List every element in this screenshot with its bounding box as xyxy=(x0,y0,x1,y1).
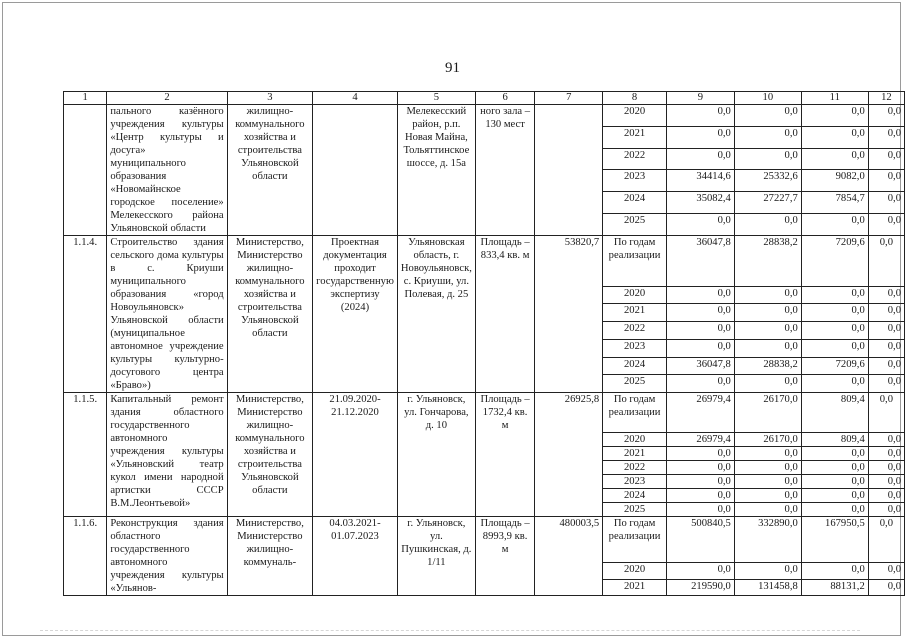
amount-cell: 0,0 xyxy=(734,503,801,517)
table-row xyxy=(64,393,905,433)
year-cell: 2021 xyxy=(603,304,667,322)
amount-cell: 0,0 xyxy=(868,339,904,357)
amount-cell: 35082,4 xyxy=(666,192,734,214)
amount-cell: 0,0 xyxy=(801,286,868,304)
amount-cell: 0,0 xyxy=(801,214,868,236)
year-cell: 2025 xyxy=(603,214,667,236)
amount-cell: 36047,8 xyxy=(666,357,734,375)
year-cell: 2023 xyxy=(603,170,667,192)
amount-cell: 0,0 xyxy=(666,447,734,461)
year-cell: 2022 xyxy=(603,322,667,340)
estimated-cost xyxy=(535,105,603,236)
amount-cell: 0,0 xyxy=(734,461,801,475)
amount-cell: 0,0 xyxy=(801,447,868,461)
total-label: По годам реализации xyxy=(603,393,667,433)
amount-cell: 0,0 xyxy=(801,475,868,489)
customer-name: Министерство, Министерство жилищно-коммунального хозяйства и строительства Ульяновской области xyxy=(227,236,313,393)
estimated-cost: 26925,8 xyxy=(535,393,603,517)
amount-cell: 0,0 xyxy=(666,148,734,170)
amount-cell: 0,0 xyxy=(801,339,868,357)
amount-cell: 0,0 xyxy=(666,563,734,579)
amount-cell: 0,0 xyxy=(868,375,904,393)
amount-cell: 0,0 xyxy=(868,579,904,595)
amount-cell: 28838,2 xyxy=(734,357,801,375)
amount-cell: 7209,6 xyxy=(801,357,868,375)
amount-cell: 0,0 xyxy=(868,461,904,475)
year-cell: 2025 xyxy=(603,503,667,517)
customer-name: Министерство, Министерство жилищно-коммунального хозяйства и строительства Ульяновской области xyxy=(227,393,313,517)
amount-cell: 0,0 xyxy=(801,105,868,127)
year-cell: 2021 xyxy=(603,126,667,148)
customer-name: жилищно-коммунального хозяйства и строительства Ульяновской области xyxy=(227,105,313,236)
amount-cell: 0,0 xyxy=(734,475,801,489)
year-cell: 2020 xyxy=(603,563,667,579)
amount-cell: 0,0 xyxy=(801,489,868,503)
amount-cell: 27227,7 xyxy=(734,192,801,214)
year-cell: 2021 xyxy=(603,579,667,595)
amount-cell: 219590,0 xyxy=(666,579,734,595)
row-number: 1.1.5. xyxy=(64,393,107,517)
year-cell: 2020 xyxy=(603,286,667,304)
amount-cell: 0,0 xyxy=(734,105,801,127)
object-name: Реконструкция здания областного государственного автономного учреждения культуры «Ульянов- xyxy=(107,517,227,596)
amount-cell: 0,0 xyxy=(801,148,868,170)
amount-cell: 26170,0 xyxy=(734,433,801,447)
year-cell: 2022 xyxy=(603,461,667,475)
amount-cell: 0,0 xyxy=(868,304,904,322)
total-label: По годам реализации xyxy=(603,236,667,287)
object-capacity: Площадь – 833,4 кв. м xyxy=(475,236,534,393)
amount-cell: 0,0 xyxy=(868,563,904,579)
amount-cell: 0,0 xyxy=(801,461,868,475)
total-amount: 167950,5 xyxy=(801,517,868,563)
amount-cell: 26979,4 xyxy=(666,433,734,447)
header-cell: 10 xyxy=(734,92,801,105)
year-cell: 2023 xyxy=(603,475,667,489)
object-capacity: Площадь – 1732,4 кв. м xyxy=(475,393,534,517)
year-cell: 2024 xyxy=(603,357,667,375)
total-amount: 7209,6 xyxy=(801,236,868,287)
amount-cell: 0,0 xyxy=(666,339,734,357)
amount-cell: 88131,2 xyxy=(801,579,868,595)
amount-cell: 0,0 xyxy=(666,304,734,322)
object-address: г. Ульяновск, ул. Пушкинская, д. 1/11 xyxy=(397,517,475,596)
year-cell: 2023 xyxy=(603,339,667,357)
header-cell: 2 xyxy=(107,92,227,105)
estimated-cost: 480003,5 xyxy=(535,517,603,596)
object-name: пального казённого учреждения культуры «Центр культуры и досуга» муниципального образования «Новомайнское городское поселение» Мелекесского района Ульяновской области xyxy=(107,105,227,236)
object-capacity: Площадь – 8993,9 кв. м xyxy=(475,517,534,596)
year-cell: 2025 xyxy=(603,375,667,393)
amount-cell: 0,0 xyxy=(868,126,904,148)
header-cell: 3 xyxy=(227,92,313,105)
budget-table xyxy=(63,91,905,596)
deadline: Проектная документация проходит государственную экспертизу (2024) xyxy=(313,236,398,393)
object-name: Строительство здания сельского дома культуры в с. Криуши муниципального образования «город Новоульяновск» Ульяновской области (муниципальное автономное учреждение культуры культурно-досугового центра «Браво») xyxy=(107,236,227,393)
amount-cell: 0,0 xyxy=(734,304,801,322)
amount-cell: 0,0 xyxy=(666,126,734,148)
amount-cell: 0,0 xyxy=(734,447,801,461)
amount-cell: 0,0 xyxy=(801,322,868,340)
amount-cell: 0,0 xyxy=(666,286,734,304)
amount-cell: 0,0 xyxy=(734,322,801,340)
header-cell: 7 xyxy=(535,92,603,105)
object-address: г. Ульяновск, ул. Гончарова, д. 10 xyxy=(397,393,475,517)
amount-cell: 25332,6 xyxy=(734,170,801,192)
total-amount: 332890,0 xyxy=(734,517,801,563)
amount-cell: 0,0 xyxy=(734,489,801,503)
header-row xyxy=(64,92,905,105)
deadline: 21.09.2020-21.12.2020 xyxy=(313,393,398,517)
amount-cell: 0,0 xyxy=(666,322,734,340)
object-capacity: ного зала – 130 мест xyxy=(475,105,534,236)
amount-cell: 0,0 xyxy=(868,475,904,489)
header-cell: 1 xyxy=(64,92,107,105)
deadline xyxy=(313,105,398,236)
year-cell: 2021 xyxy=(603,447,667,461)
amount-cell: 0,0 xyxy=(801,563,868,579)
object-name: Капитальный ремонт здания областного государственного автономного учреждения культуры «Ульяновский театр кукол имени народной артистки СССР В.М.Леонтьевой» xyxy=(107,393,227,517)
row-number xyxy=(64,105,107,236)
amount-cell: 9082,0 xyxy=(801,170,868,192)
total-amount: 28838,2 xyxy=(734,236,801,287)
total-amount: 36047,8 xyxy=(666,236,734,287)
amount-cell: 0,0 xyxy=(734,339,801,357)
total-amount: 500840,5 xyxy=(666,517,734,563)
table-row xyxy=(64,105,905,127)
amount-cell: 0,0 xyxy=(868,503,904,517)
amount-cell: 0,0 xyxy=(868,148,904,170)
deadline: 04.03.2021-01.07.2023 xyxy=(313,517,398,596)
amount-cell: 0,0 xyxy=(734,214,801,236)
amount-cell: 0,0 xyxy=(734,148,801,170)
year-cell: 2024 xyxy=(603,192,667,214)
total-amount: 0,0 xyxy=(868,517,904,563)
amount-cell: 0,0 xyxy=(666,461,734,475)
table-row xyxy=(64,517,905,563)
amount-cell: 0,0 xyxy=(734,563,801,579)
amount-cell: 0,0 xyxy=(801,126,868,148)
amount-cell: 0,0 xyxy=(868,433,904,447)
header-cell: 11 xyxy=(801,92,868,105)
scan-edge xyxy=(40,630,860,632)
header-cell: 5 xyxy=(397,92,475,105)
amount-cell: 0,0 xyxy=(734,286,801,304)
table-row xyxy=(64,236,905,287)
total-amount: 26979,4 xyxy=(666,393,734,433)
amount-cell: 0,0 xyxy=(801,375,868,393)
amount-cell: 0,0 xyxy=(801,503,868,517)
amount-cell: 0,0 xyxy=(868,170,904,192)
customer-name: Министерство, Министерство жилищно-коммуналь- xyxy=(227,517,313,596)
amount-cell: 0,0 xyxy=(868,192,904,214)
row-number: 1.1.4. xyxy=(64,236,107,393)
amount-cell: 0,0 xyxy=(868,447,904,461)
amount-cell: 0,0 xyxy=(868,286,904,304)
total-amount: 809,4 xyxy=(801,393,868,433)
header-cell: 12 xyxy=(868,92,904,105)
year-cell: 2020 xyxy=(603,433,667,447)
amount-cell: 0,0 xyxy=(666,105,734,127)
amount-cell: 0,0 xyxy=(666,214,734,236)
amount-cell: 0,0 xyxy=(868,357,904,375)
amount-cell: 0,0 xyxy=(801,304,868,322)
amount-cell: 0,0 xyxy=(666,503,734,517)
object-address: Ульяновская область, г. Новоульяновск, с. Криуши, ул. Полевая, д. 25 xyxy=(397,236,475,393)
amount-cell: 0,0 xyxy=(666,475,734,489)
page-number: 91 xyxy=(445,60,460,76)
amount-cell: 131458,8 xyxy=(734,579,801,595)
header-cell: 6 xyxy=(475,92,534,105)
amount-cell: 0,0 xyxy=(868,322,904,340)
header-cell: 8 xyxy=(603,92,667,105)
amount-cell: 7854,7 xyxy=(801,192,868,214)
amount-cell: 34414,6 xyxy=(666,170,734,192)
year-cell: 2020 xyxy=(603,105,667,127)
year-cell: 2024 xyxy=(603,489,667,503)
amount-cell: 0,0 xyxy=(868,105,904,127)
header-cell: 9 xyxy=(666,92,734,105)
amount-cell: 0,0 xyxy=(734,126,801,148)
amount-cell: 809,4 xyxy=(801,433,868,447)
row-number: 1.1.6. xyxy=(64,517,107,596)
amount-cell: 0,0 xyxy=(868,489,904,503)
amount-cell: 0,0 xyxy=(666,489,734,503)
year-cell: 2022 xyxy=(603,148,667,170)
total-amount: 0,0 xyxy=(868,236,904,287)
total-amount: 26170,0 xyxy=(734,393,801,433)
object-address: Мелекесский район, р.п. Новая Майна, Тольяттинское шоссе, д. 15а xyxy=(397,105,475,236)
header-cell: 4 xyxy=(313,92,398,105)
amount-cell: 0,0 xyxy=(666,375,734,393)
total-label: По годам реализации xyxy=(603,517,667,563)
amount-cell: 0,0 xyxy=(868,214,904,236)
estimated-cost: 53820,7 xyxy=(535,236,603,393)
amount-cell: 0,0 xyxy=(734,375,801,393)
total-amount: 0,0 xyxy=(868,393,904,433)
